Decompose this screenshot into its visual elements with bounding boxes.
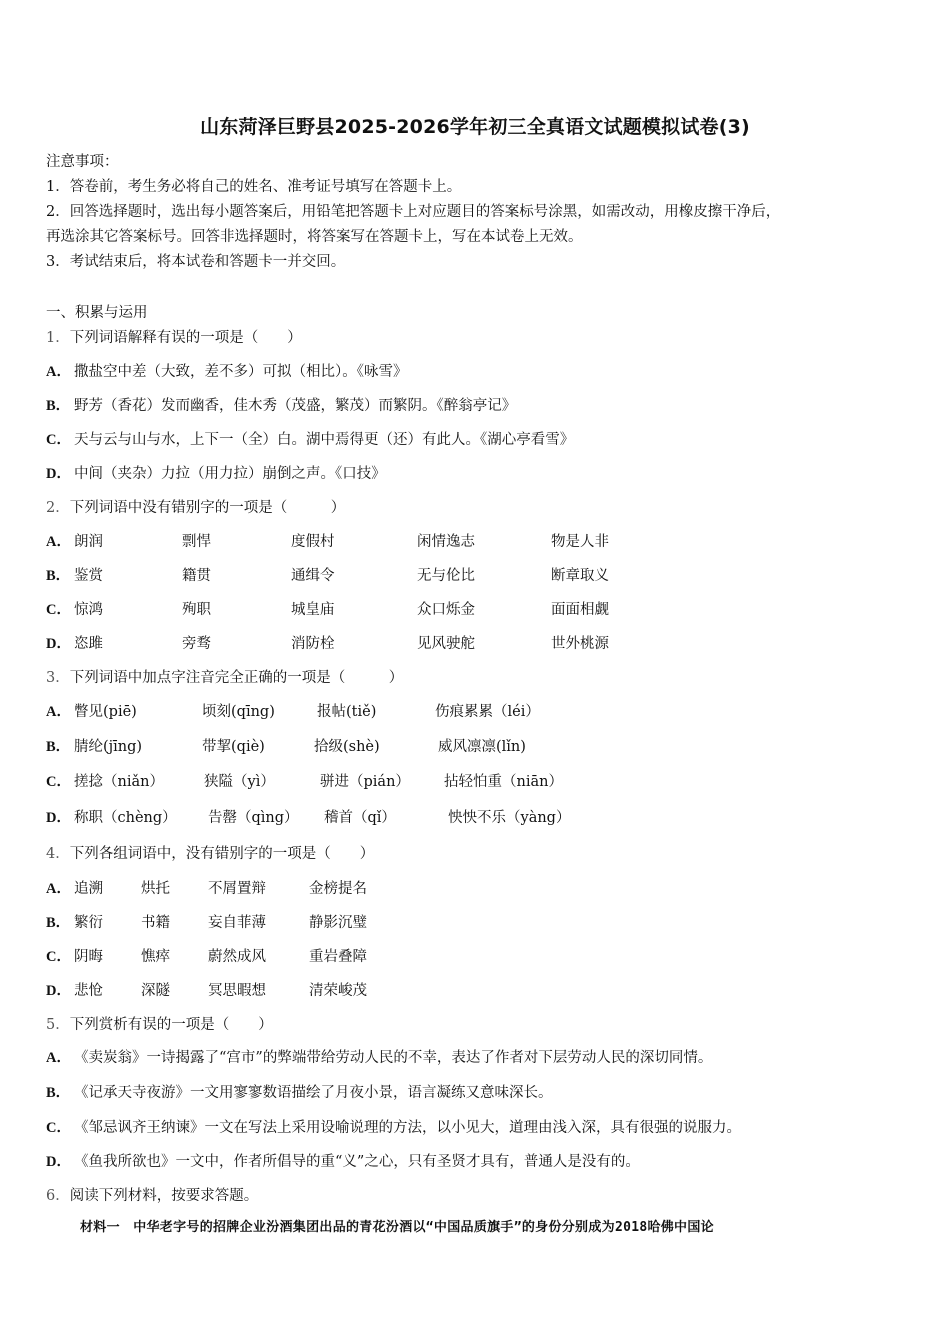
option-word: 旁骛 (182, 636, 211, 652)
material-one-text: 材料一 中华老字号的招牌企业汾酒集团出品的青花汾酒以“中国品质旗手”的身份分别成为2018哈佛中国论 (80, 1220, 714, 1235)
option-letter: C． (46, 602, 71, 618)
notes-item: 2．回答选择题时，选出每小题答案后，用铅笔把答题卡上对应题目的答案标号涂黑，如需改动，用橡皮擦干净后， (46, 204, 781, 220)
option-word: 通缉令 (291, 568, 335, 584)
option-word: 顷刻(qīng) (202, 704, 275, 720)
option-word: 拾级(shè) (314, 739, 380, 755)
question-3-stem (46, 666, 906, 687)
option-word: 搓捻（niǎn） (74, 774, 164, 790)
option-word: 重岩叠障 (309, 949, 367, 965)
option-word: 断章取义 (551, 568, 609, 584)
option-word: 威风凛凛(lǐn) (438, 739, 526, 755)
question-number: 2． (46, 500, 70, 516)
question-text: 下列词语中加点字注音完全正确的一项是（ ） (69, 670, 404, 686)
option-word: 见风驶舵 (417, 636, 475, 652)
option-word: 狭隘（yì） (204, 774, 275, 790)
question-text: 阅读下列材料，按要求答题。 (69, 1188, 259, 1204)
option-word: 朗润 (74, 534, 103, 550)
q5-option-a (46, 1046, 906, 1067)
option-letter: C． (46, 774, 71, 790)
option-word: 鉴赏 (74, 568, 103, 584)
option-word: 带挈(qiè) (202, 739, 265, 755)
option-word: 闲情逸志 (417, 534, 475, 550)
option-word: 籍贯 (182, 568, 211, 584)
option-letter: A． (46, 1050, 71, 1066)
question-text: 下列词语解释有误的一项是（ ） (69, 330, 302, 346)
option-word: 殉职 (182, 602, 211, 618)
option-word: 蔚然成风 (208, 949, 266, 965)
q1-option-a (46, 360, 906, 381)
option-letter: D． (46, 636, 71, 652)
option-letter: B． (46, 1085, 71, 1101)
option-letter: D． (46, 466, 71, 482)
option-word: 瞥见(piē) (74, 704, 137, 720)
section-heading: 一、积累与运用 (46, 305, 148, 321)
question-1-stem (46, 326, 906, 347)
question-text: 下列词语中没有错别字的一项是（ ） (69, 500, 346, 516)
page-title: 山东菏泽巨野县2025-2026学年初三全真语文试题模拟试卷(3) (200, 116, 750, 138)
option-word: 憔瘁 (141, 949, 170, 965)
option-word: 剽悍 (182, 534, 211, 550)
option-word: 骈进（pián） (320, 774, 410, 790)
option-letter: A． (46, 364, 71, 380)
option-letter: A． (46, 881, 71, 897)
option-letter: B． (46, 739, 71, 755)
question-4-stem (46, 842, 906, 863)
option-word: 妄自菲薄 (208, 915, 266, 931)
option-word: 世外桃源 (551, 636, 609, 652)
question-text: 下列各组词语中，没有错别字的一项是（ ） (69, 846, 375, 862)
option-letter: A． (46, 704, 71, 720)
question-5-stem (46, 1013, 906, 1034)
option-text: 撒盐空中差（大致，差不多）可拟（相比）。《咏雪》 (74, 364, 408, 380)
option-text: 野芳（香花）发而幽香，佳木秀（茂盛，繁茂）而繁阴。《醉翁亭记》 (74, 398, 517, 414)
q5-option-b (46, 1081, 906, 1102)
option-word: 追溯 (74, 881, 103, 897)
option-letter: D． (46, 983, 71, 999)
option-word: 冥思暇想 (208, 983, 266, 999)
option-word: 恣雎 (74, 636, 103, 652)
option-word: 书籍 (141, 915, 170, 931)
notes-heading: 注意事项： (46, 154, 119, 170)
option-text: 天与云与山与水，上下一（全）白。湖中焉得更（还）有此人。《湖心亭看雪》 (74, 432, 575, 448)
option-letter: B． (46, 915, 71, 931)
option-word: 烘托 (141, 881, 170, 897)
notes-item: 再选涂其它答案标号。回答非选择题时，将答案写在答题卡上，写在本试卷上无效。 (46, 229, 583, 245)
option-word: 众口烁金 (417, 602, 475, 618)
question-6-stem (46, 1184, 906, 1205)
option-word: 拈轻怕重（niān） (444, 774, 563, 790)
option-text: 《卖炭翁》一诗揭露了“宫市”的弊端带给劳动人民的不幸，表达了作者对下层劳动人民的深切同情。 (74, 1050, 713, 1066)
option-letter: B． (46, 568, 71, 584)
option-word: 清荣峻茂 (309, 983, 367, 999)
option-text: 《记承天寺夜游》一文用寥寥数语描绘了月夜小景，语言凝练又意味深长。 (74, 1085, 553, 1101)
option-word: 消防栓 (291, 636, 335, 652)
question-number: 5． (46, 1017, 70, 1033)
option-word: 面面相觑 (551, 602, 609, 618)
option-word: 深隧 (141, 983, 170, 999)
question-number: 3． (46, 670, 70, 686)
option-word: 腈纶(jīng) (74, 739, 143, 755)
option-word: 度假村 (291, 534, 335, 550)
option-letter: B． (46, 398, 71, 414)
question-number: 4． (46, 846, 70, 862)
option-word: 惊鸿 (74, 602, 103, 618)
option-text: 《鱼我所欲也》一文中，作者所倡导的重“义”之心，只有圣贤才具有，普通人是没有的。 (74, 1154, 640, 1170)
q5-option-d (46, 1150, 906, 1171)
option-word: 无与伦比 (417, 568, 475, 584)
option-text: 中间（夹杂）力拉（用力拉）崩倒之声。《口技》 (74, 466, 386, 482)
option-word: 稽首（qǐ） (324, 810, 396, 826)
q1-option-b (46, 394, 906, 415)
notes-item: 3．考试结束后，将本试卷和答题卡一并交回。 (46, 254, 346, 270)
question-text: 下列赏析有误的一项是（ ） (69, 1017, 273, 1033)
option-word: 告罄（qìng） (208, 810, 299, 826)
option-text: 《邹忌讽齐王纳谏》一文在写法上采用设喻说理的方法，以小见大，道理由浅入深，具有很强的说服力。 (74, 1120, 741, 1136)
option-letter: C． (46, 1120, 71, 1136)
notes-item: 1．答卷前，考生务必将自己的姓名、准考证号填写在答题卡上。 (46, 179, 462, 195)
q1-option-c (46, 428, 906, 449)
option-word: 城皇庙 (291, 602, 335, 618)
option-word: 物是人非 (551, 534, 609, 550)
option-letter: A． (46, 534, 71, 550)
option-word: 报帖(tiě) (317, 704, 377, 720)
option-letter: D． (46, 1154, 71, 1170)
option-word: 悲怆 (74, 983, 103, 999)
option-word: 静影沉璧 (309, 915, 367, 931)
option-word: 不屑置辩 (208, 881, 266, 897)
notes-section (46, 150, 896, 275)
option-letter: D． (46, 810, 71, 826)
q1-option-d (46, 462, 906, 483)
option-word: 怏怏不乐（yàng） (448, 810, 571, 826)
option-letter: C． (46, 949, 71, 965)
option-letter: C． (46, 432, 71, 448)
option-word: 伤痕累累（léi） (435, 704, 540, 720)
option-word: 称职（chèng） (74, 810, 177, 826)
option-word: 阴晦 (74, 949, 103, 965)
option-word: 繁衍 (74, 915, 103, 931)
question-number: 6． (46, 1188, 70, 1204)
option-word: 金榜提名 (309, 881, 367, 897)
q5-option-c (46, 1116, 906, 1137)
question-2-stem (46, 496, 906, 517)
question-number: 1． (46, 330, 70, 346)
